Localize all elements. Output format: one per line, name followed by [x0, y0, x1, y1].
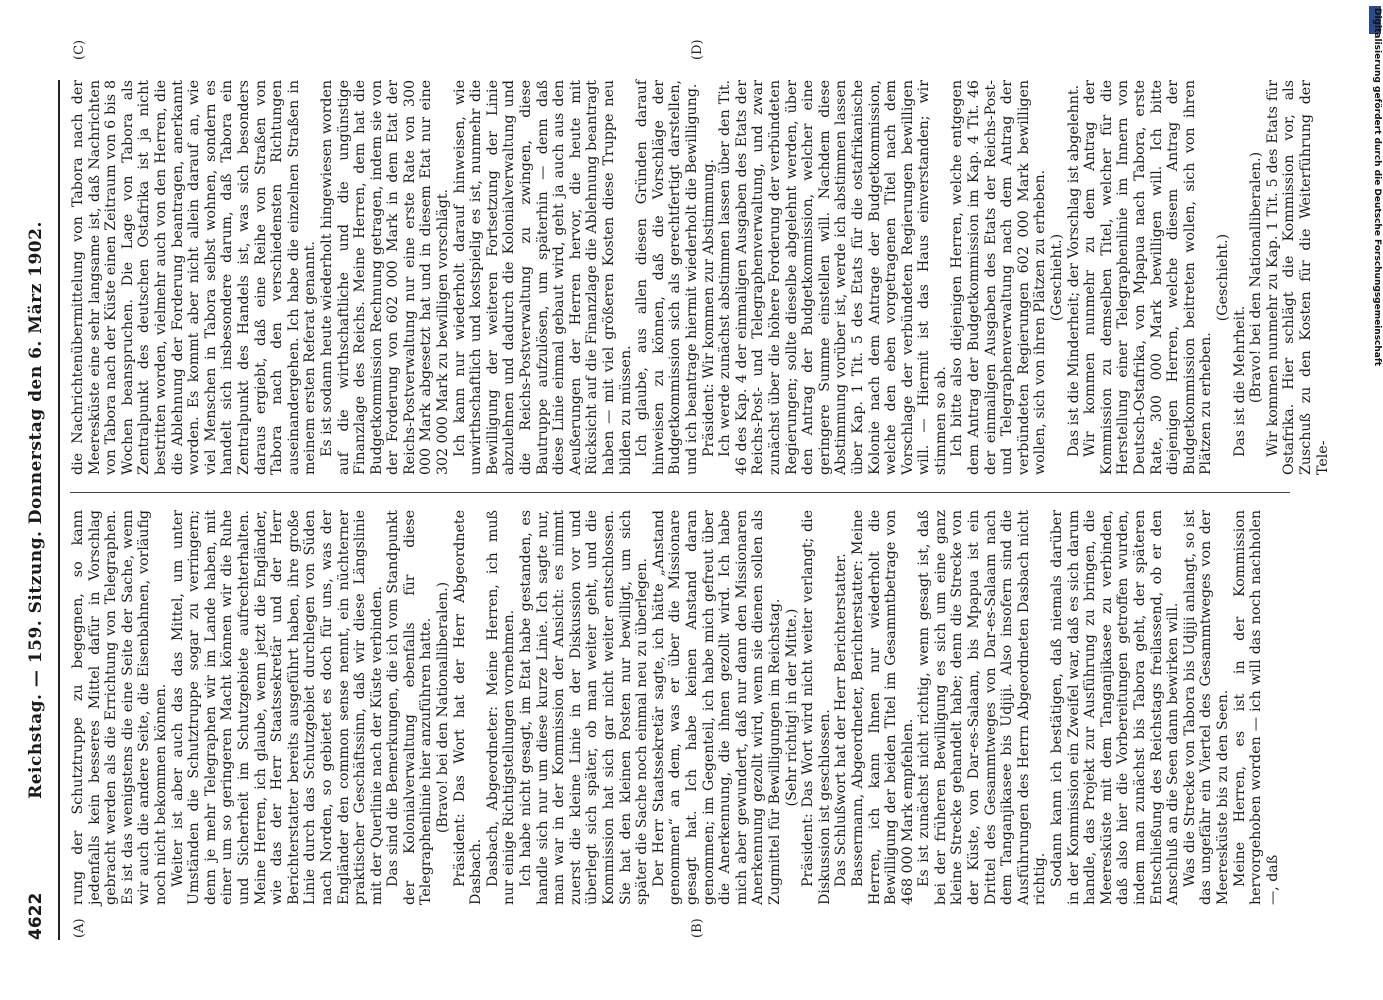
- interjection: (Geschieht.): [1049, 233, 1066, 322]
- paragraph: Weiter ist aber auch das das Mittel, um unter Umständen die Schutztruppe sogar zu verringern; denn je mehr Telegraphen wir im Lande haben, mit einer um so geringeren Macht können wir die Ruhe und Sicherheit im Schutzgebiete aufrechterhalten. Meine Herren, ich glaube, wenn jetzt die Engländer, wie das der Herr Staatssekretär und der Herr Berichterstatter bereits ausgeführt haben, ihre große Linie durch das Schutzgebiet durchlegen von Süden nach Norden, so gebietet es doch für uns, was der Engländer den common sense nennt, ein nüchterner praktischer Geschäftssinn, daß wir diese Längslinie mit der Querlinie nach der Küste verbinden.: [169, 510, 385, 905]
- page-title: Reichstag. — 159. Sitzung. Donnerstag den 6. März 1902.: [26, 221, 46, 799]
- paragraph: Der Herr Staatssekretär sagte, ich hätte „Anstand genommen“ an dem, was er über die Missionare gesagt hat. Ich habe keinen Anstand daran genommen; im Gegenteil, ich habe mich gefreut über die Anerkennung, die ihnen gezollt wird. Ich habe mich aber gewundert, daß nur dann den Missionaren Anerkennung gezollt wird, wenn sie dienen sollen als Zugmittel für Bewilligungen im Reichstag.: [650, 510, 783, 905]
- page-number: 4622: [26, 892, 46, 940]
- paragraph: rung der Schutztruppe zu begegnen, so kann jedenfalls kein besseres Mittel dafür in Vorschlag gebracht werden als die Errichtung von Telegraphen. Es ist das wenigstens die eine Seite der Sache, wenn wir auch die andere Seite, die Eisenbahnen, vorläufig noch nicht bekommen können.: [70, 510, 169, 905]
- paragraph: Ich habe nicht gesagt, im Etat habe gestanden, es handle sich nur um diese kurze Linie. Ich sagte nur, man war in der Kommission der Ansicht: es nimmt zuerst die kleine Linie in der Diskussion vor und überlegt sich später, ob man weiter geht, und die Kommission hat sich gar nicht weiter entschlossen. Sie hat den kleinen Posten nur bewilligt, um sich später die Sache noch einmal neu zu überlegen.: [518, 510, 651, 905]
- margin-marker-c: (C): [72, 39, 87, 60]
- speaker-paragraph: Präsident: Das Wort wird nicht weiter verlangt; die Diskussion ist geschlossen.: [800, 510, 833, 905]
- paragraph: Wir kommen nunmehr zu dem Antrag der Kommission zu demselben Titel, welcher für die Herstellung einer Telegraphenlinie im Innern von Deutsch-Ostafrika, von Mpapua nach Tabora, erste Rate, 300 000 Mark bewilligen will. Ich bitte diejenigen Herren, welche diesem Antrag der Budgetkommission beitreten wollen, sich von ihren Plätzen zu erheben.: [1082, 80, 1215, 475]
- digitization-watermark: [1368, 8, 1382, 998]
- column-divider: [70, 492, 1290, 493]
- paragraph: Ich bitte also diejenigen Herren, welche entgegen dem Antrag der Budgetkommission im Kap. 4 Tit. 46 der einmaligen Ausgaben des Etats der Reichs-Post- und Telegraphenverwaltung nach dem Antrag der verbündeten Regierungen 602 000 Mark bewilligen wollen, sich von ihren Plätzen zu erheben.: [949, 80, 1049, 475]
- speaker-paragraph: Präsident: Wir kommen zur Abstimmung.: [700, 159, 717, 457]
- interjection: (Geschieht.): [1214, 233, 1231, 322]
- interjection: (Bravo! bei den Nationalliberalen.): [1248, 151, 1265, 404]
- page-header: [18, 80, 60, 940]
- paragraph: Wir kommen nunmehr zu Kap. 1 Tit. 5 des Etats für Ostafrika. Hier schlägt die Kommission vor, als Zuschuß zu den Kosten für die Weiterführung der Tele-: [1264, 80, 1331, 475]
- right-text-column: [70, 80, 1331, 475]
- speaker-paragraph: Dasbach, Abgeordneter: Meine Herren, ich muß nur einige Richtigstellungen vornehmen.: [484, 510, 518, 905]
- interjection: (Bravo! bei den Nationalliberalen.): [435, 581, 452, 834]
- margin-marker-b: (B): [690, 918, 705, 938]
- paragraph: Es ist zunächst nicht richtig, wenn gesagt ist, daß bei der früheren Bewilligung es sich um eine ganz kleine Strecke gehandelt habe; denn die Strecke von der Küste, von Dar-es-Salaam, bis Mpapua ist ein Drittel des Gesammtweges von Dar-es-Salaam nach dem Tanganjikasee bis Udjiji. Also insofern sind die Ausführungen des Herrn Abgeordneten Dasbach nicht richtig.: [916, 510, 1049, 905]
- watermark-text: Digitalisierung gefördert durch die Deutsche Forschungsgemeinschaft: [1372, 8, 1382, 367]
- paragraph: Das sind die Bemerkungen, die ich vom Standpunkt der Kolonialverwaltung ebenfalls für diese Telegraphenlinie hier anzuführen hatte.: [385, 510, 435, 905]
- interjection: (Sehr richtig! in der Mitte.): [783, 608, 800, 807]
- speaker-paragraph: Präsident: Das Wort hat der Herr Abgeordnete Dasbach.: [451, 510, 485, 905]
- speaker-paragraph: Bassermann, Abgeordneter, Berichterstatter: Meine Herren, ich kann Ihnen nur wiederholt die Bewilligung der beiden Titel im Gesammtbetrage von 468 000 Mark empfehlen.: [849, 510, 916, 905]
- paragraph: Sodann kann ich bestätigen, daß niemals darüber in der Kommission ein Zweifel war, daß es sich darum handle, das Projekt zur Ausführung zu bringen, die Meeresküste mit dem Tanganjikasee zu verbinden, daß also hier die Vorbereitungen getroffen wurden, indem man zunächst bis Tabora geht, der späteren Entschließung des Reichstags freilassend, ob er den Anschluß an die Seen dann bewirken will.: [1049, 510, 1182, 905]
- paragraph: Das Schlußwort hat der Herr Berichterstatter.: [833, 553, 850, 887]
- left-text-column: [70, 510, 1290, 905]
- paragraph: Meine Herren, es ist in der Kommission hervorgehoben worden — ich will das noch nachholen —, daß: [1231, 510, 1281, 905]
- paragraph: Was die Strecke von Tabora bis Udjiji anlangt, so ist das ungefähr ein Viertel des Gesammtweges von der Meeresküste bis zu den Seen.: [1181, 510, 1231, 905]
- paragraph: Das ist die Mehrheit.: [1231, 305, 1248, 457]
- margin-marker-d: (D): [690, 39, 705, 60]
- paragraph: Es ist sodann heute wiederholt hingewiesen worden auf die wirthschaftliche und die ungünstige Finanzlage des Reichs. Meine Herren, dem hat die Budgetkommission Rechnung getragen, indem sie von der Forderung von 602 000 Mark in dem Etat der Reichs-Postverwaltung nur eine erste Rate von 300 000 Mark abgesetzt hat und in diesem Etat nur eine 302 000 Mark zu bewilligen vorschlägt.: [318, 80, 452, 475]
- paragraph: Ich kann nur wiederholt darauf hinweisen, wie unwirthschaftlich und kostspielig es ist, nunmehr die Bewilligung der weiteren Fortsetzung der Linie abzulehnen und dadurch die Kolonialverwaltung und die Reichs-Postverwaltung zu zwingen, diese Bautruppe aufzulösen, um späterhin — denn daß diese Linie einmal gebaut wird, geht ja auch aus den Aeußerungen der Herren hervor, die heute mit Rücksicht auf die Finanzlage die Ablehnung beantragt haben — mit viel größeren Kosten diese Truppe neu bilden zu müssen.: [451, 80, 634, 475]
- paragraph: Ich glaube, aus allen diesen Gründen darauf hinweisen zu können, daß die Vorschläge der Budgetkommission sich als gerechtfertigt darstellen, und ich beantrage hiermit wiederholt die Bewilligung.: [634, 80, 700, 475]
- paragraph: Das ist die Minderheit; der Vorschlag ist abgelehnt.: [1065, 84, 1082, 457]
- margin-marker-a: (A): [72, 918, 87, 938]
- paragraph: Ich werde zunächst abstimmen lassen über den Tit. 46 des Kap. 4 der einmaligen Ausgaben des Etats der Reichs-Post- und Telegraphenverwaltung, und zwar zunächst über die höhere Forderung der verbündeten Regierungen; sollte dieselbe abgelehnt werden, über den Antrag der Budgetkommission, welcher eine geringere Summe einstellen will. Nachdem diese Abstimmung vorüber ist, werde ich abstimmen lassen über Kap. 1 Tit. 5 des Etats für die ostafrikanische Kolonie nach dem Antrage der Budgetkommission, welche den eben vorgetragenen Titel nach dem Vorschlage der verbündeten Regierungen bewilligen will. — Hiermit ist das Haus einverstanden; wir stimmen so ab.: [717, 80, 949, 475]
- paragraph: die Nachrichtenübermittelung von Tabora nach der Meeresküste eine sehr langsame ist, daß Nachrichten von Tabora nach der Küste einen Zeitraum von 6 bis 8 Wochen beanspruchen. Die Lage von Tabora als Zentralpunkt des deutschen Ostafrika ist ja nicht bestritten worden, vielmehr auch von den Herren, die die Ablehnung der Forderung beantragen, anerkannt worden. Es kommt aber nicht allein darauf an, wie viel Menschen in Tabora selbst wohnen, sondern es handelt sich insbesondere darum, daß Tabora ein Zentralpunkt des Handels ist, was sich besonders daraus ergiebt, daß eine Reihe von Straßen von Tabora nach den verschiedensten Richtungen auseinandergehen. Ich habe die einzelnen Straßen in meinem ersten Referat genannt.: [70, 80, 319, 475]
